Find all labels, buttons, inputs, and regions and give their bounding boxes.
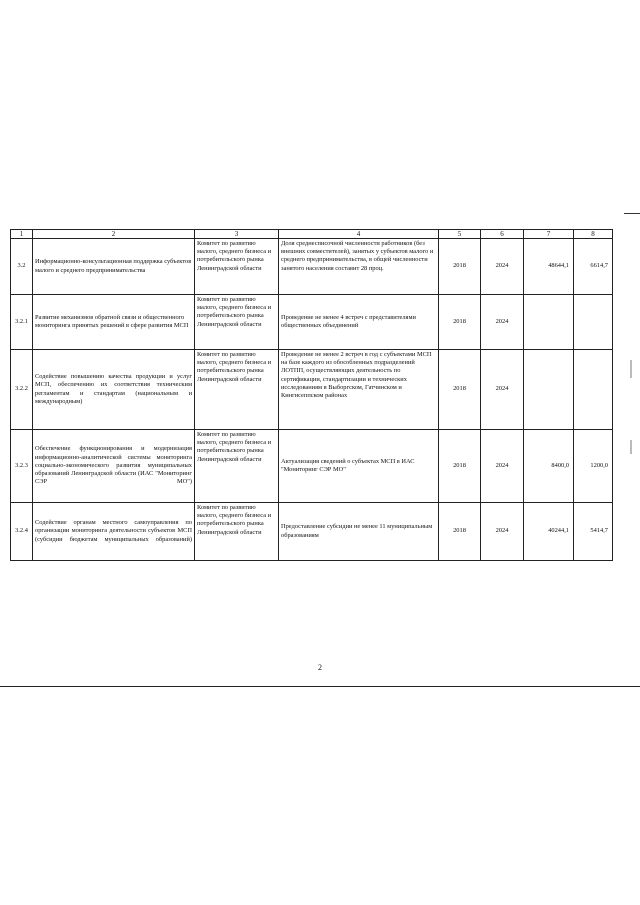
header-cell: 2 <box>33 230 195 239</box>
table-row <box>11 350 613 430</box>
indicator: Актуализация сведений о субъектах МСП в ИАС "Мониторинг СЭР МО" <box>279 430 439 503</box>
start-year: 2018 <box>439 239 481 295</box>
header-cell: 3 <box>195 230 279 239</box>
header-cell: 7 <box>524 230 574 239</box>
indicator: Проведение не менее 4 встреч с представителями общественных объединений <box>279 295 439 350</box>
scan-side-noise <box>630 440 632 454</box>
header-cell: 4 <box>279 230 439 239</box>
measure-name: Развитие механизмов обратной связи и общественного мониторинга принятых решений в сфере развития МСП <box>33 295 195 350</box>
funding-year: 5414,7 <box>574 503 613 561</box>
end-year: 2024 <box>481 239 524 295</box>
table-row <box>11 430 613 503</box>
header-cell: 1 <box>11 230 33 239</box>
executor: Комитет по развитию малого, среднего бизнеса и потребительского рынка Ленинградской области <box>195 295 279 350</box>
header-cell: 6 <box>481 230 524 239</box>
scan-edge-mark <box>624 213 640 214</box>
start-year: 2018 <box>439 503 481 561</box>
table-header-row <box>11 230 613 239</box>
table-row <box>11 503 613 561</box>
measure-name: Информационно-консультационная поддержка субъектов малого и среднего предпринимательства <box>33 239 195 295</box>
header-cell: 8 <box>574 230 613 239</box>
executor: Комитет по развитию малого, среднего бизнеса и потребительского рынка Ленинградской области <box>195 430 279 503</box>
measure-name: Обеспечение функционирования и модернизация информационно-аналитической системы мониторинга социально-экономического развития муниципальных образований Ленинградской области (ИАС "Мониторинг СЭР МО") <box>33 430 195 503</box>
funding-year: 1200,0 <box>574 430 613 503</box>
funding-total: 48644,1 <box>524 239 574 295</box>
header-cell: 5 <box>439 230 481 239</box>
funding-total: 40244,1 <box>524 503 574 561</box>
page-number: 2 <box>318 663 322 672</box>
funding-total <box>524 350 574 430</box>
start-year: 2018 <box>439 430 481 503</box>
funding-total <box>524 295 574 350</box>
page-bottom-edge <box>0 686 640 687</box>
indicator: Предоставление субсидии не менее 11 муниципальным образованиям <box>279 503 439 561</box>
row-number: 3.2 <box>11 239 33 295</box>
table-row <box>11 295 613 350</box>
row-number: 3.2.2 <box>11 350 33 430</box>
row-number: 3.2.4 <box>11 503 33 561</box>
executor: Комитет по развитию малого, среднего бизнеса и потребительского рынка Ленинградской области <box>195 503 279 561</box>
measure-name: Содействие повышению качества продукции и услуг МСП, обеспечению их соответствия техническим регламентам и стандартам (национальным и международным) <box>33 350 195 430</box>
action-plan-table <box>10 229 613 561</box>
funding-total: 8400,0 <box>524 430 574 503</box>
funding-year: 6614,7 <box>574 239 613 295</box>
indicator: Проведение не менее 2 встреч в год с субъектами МСП на базе каждого из обособленных подразделений ЛОТПП, осуществляющих деятельность по сертификации, стандартизации и технических исследованиям в Выборгском, Гатчинском и Кингисеппском районах <box>279 350 439 430</box>
end-year: 2024 <box>481 350 524 430</box>
start-year: 2018 <box>439 350 481 430</box>
end-year: 2024 <box>481 430 524 503</box>
indicator: Доля среднесписочной численности работников (без внешних совместителей), занятых у субъектов малого и среднего предпринимательства, в общей численности занятого населения составит 28 проц. <box>279 239 439 295</box>
row-number: 3.2.1 <box>11 295 33 350</box>
table-row <box>11 239 613 295</box>
end-year: 2024 <box>481 503 524 561</box>
row-number: 3.2.3 <box>11 430 33 503</box>
executor: Комитет по развитию малого, среднего бизнеса и потребительского рынка Ленинградской области <box>195 239 279 295</box>
scan-side-noise <box>630 360 632 378</box>
funding-year <box>574 350 613 430</box>
end-year: 2024 <box>481 295 524 350</box>
start-year: 2018 <box>439 295 481 350</box>
funding-year <box>574 295 613 350</box>
executor: Комитет по развитию малого, среднего бизнеса и потребительского рынка Ленинградской области <box>195 350 279 430</box>
measure-name: Содействие органам местного самоуправления по организации мониторинга деятельности субъектов МСП (субсидии бюджетам муниципальных образований) <box>33 503 195 561</box>
